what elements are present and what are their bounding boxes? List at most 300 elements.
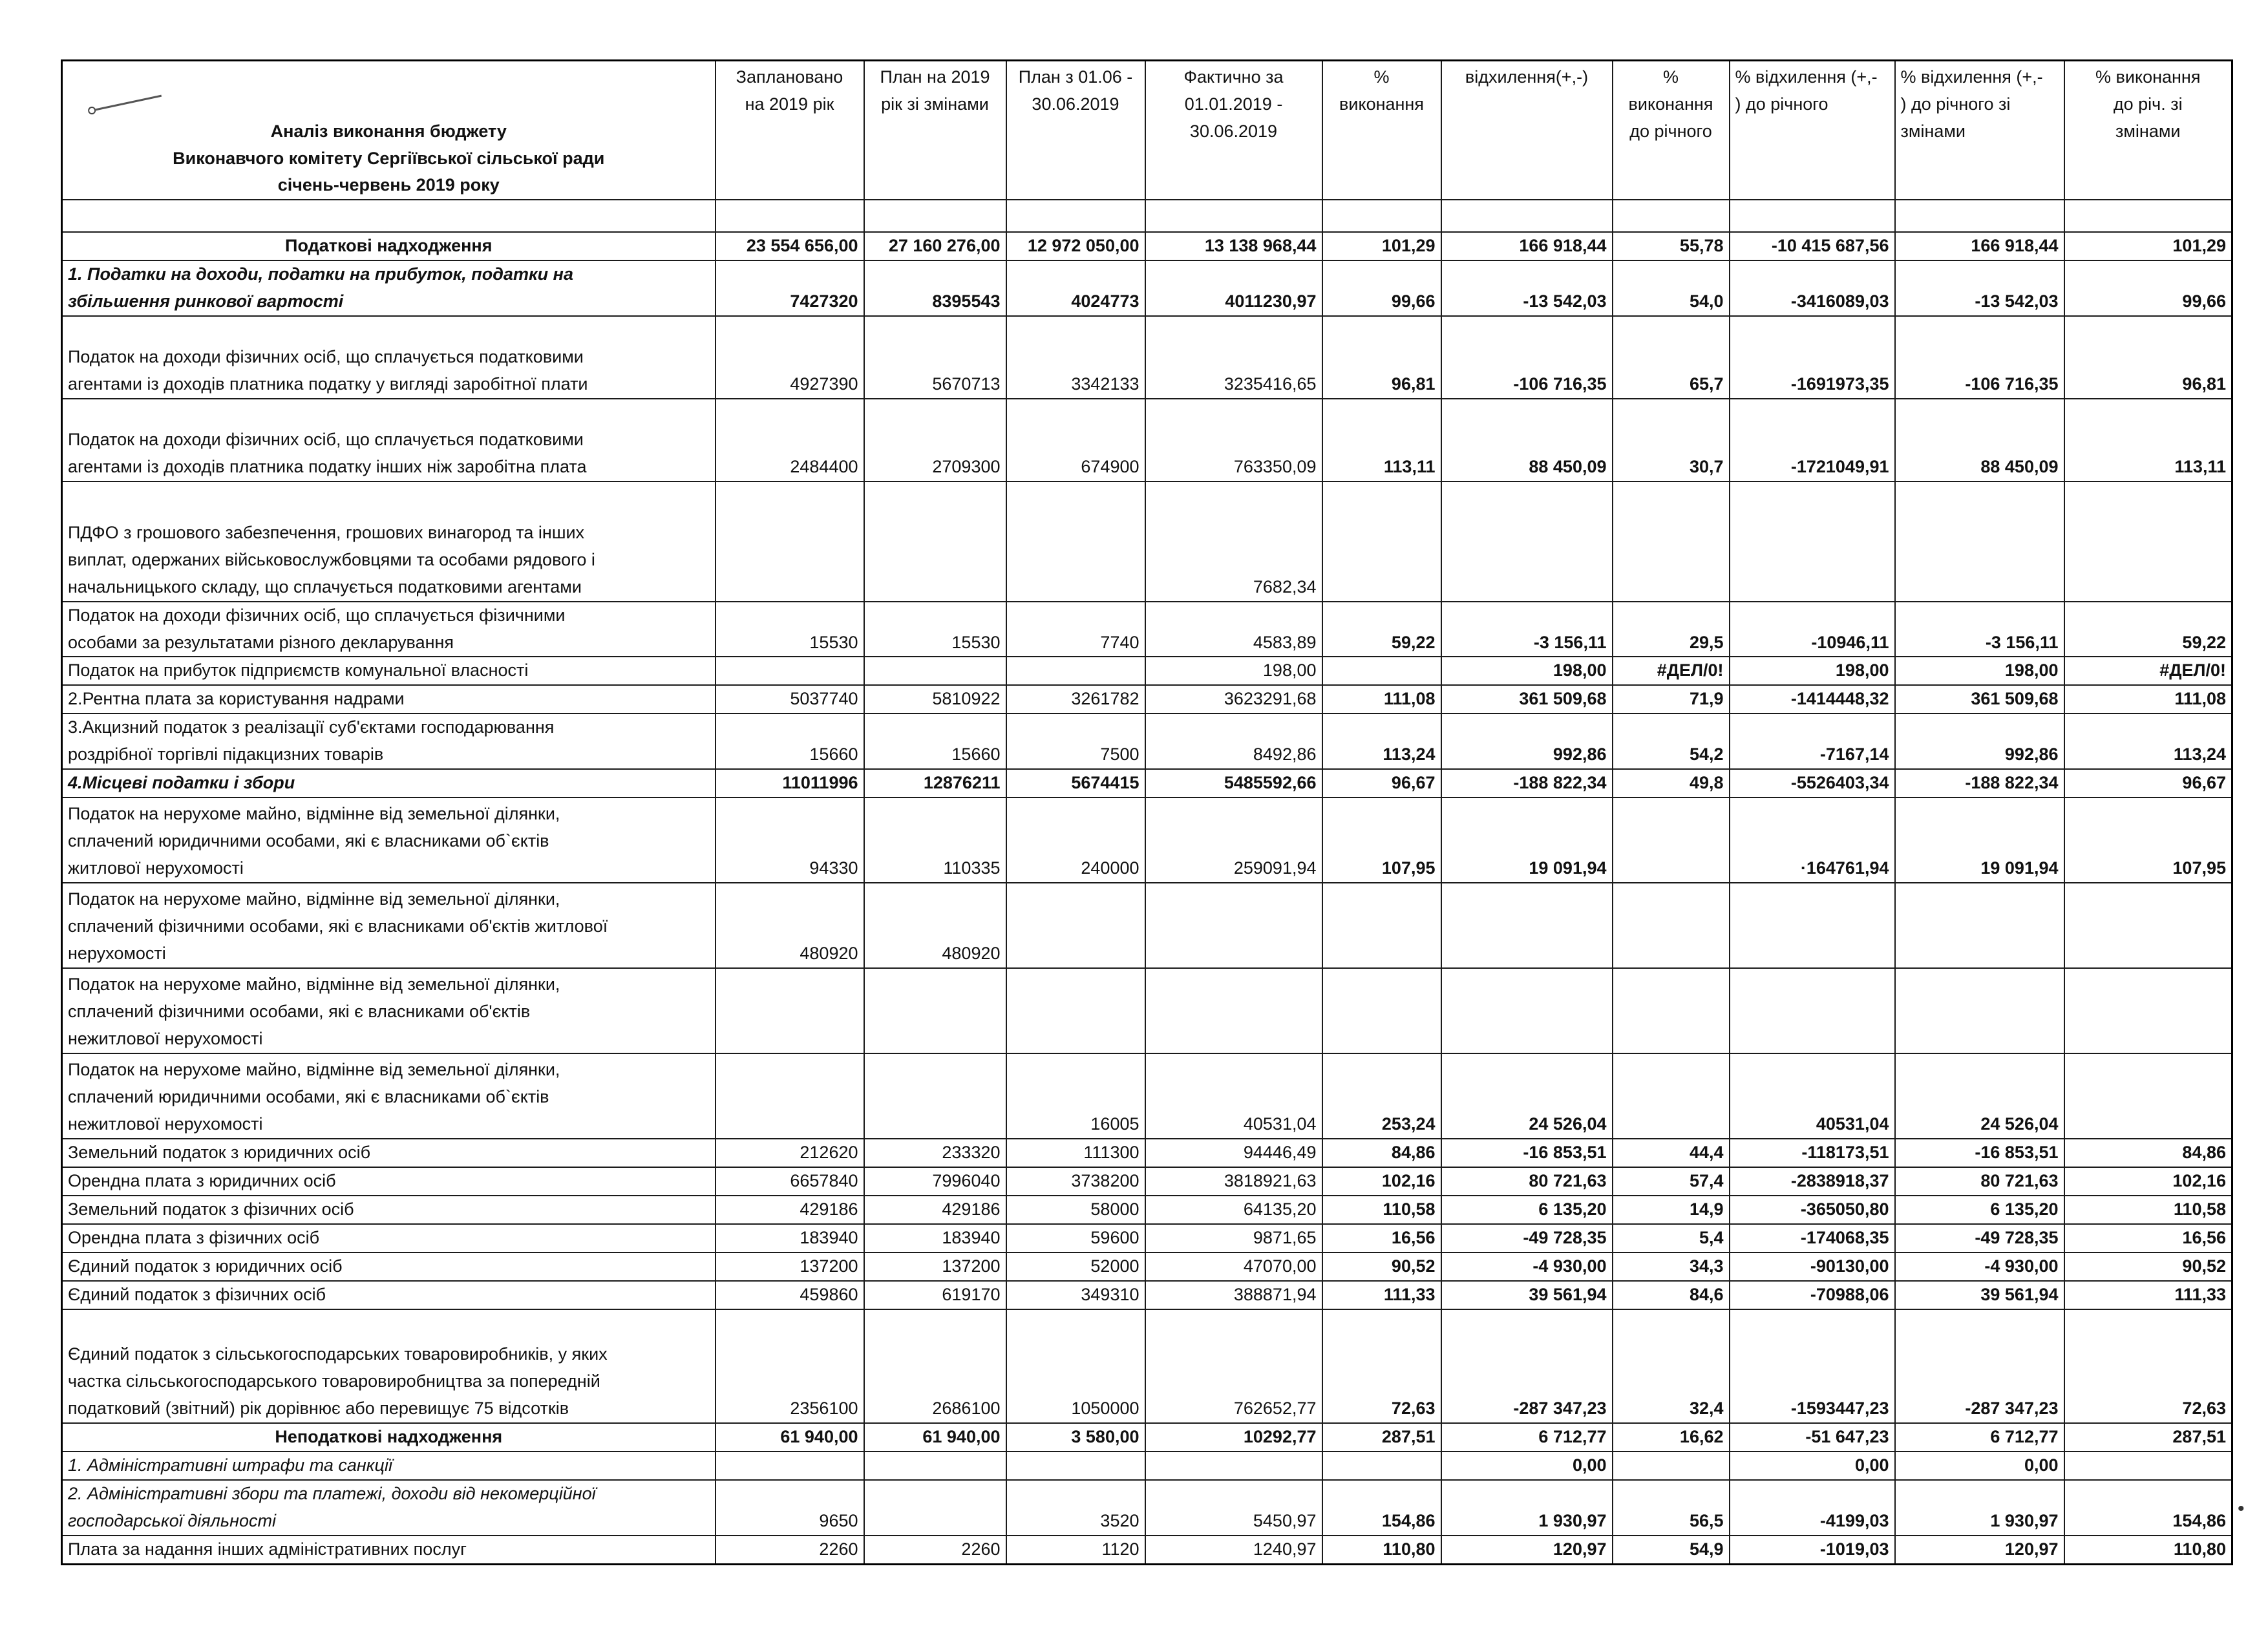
row-value: 11011996 — [715, 769, 864, 798]
scan-mark: • — [2238, 1498, 2245, 1519]
row-value: 183940 — [864, 1224, 1006, 1252]
row-label: Податок на доходи фізичних осіб, що сплачується фізичними особами за результатами різного декларування — [62, 602, 715, 657]
row-label: 1. Податки на доходи, податки на прибуток, податки на збільшення ринкової вартості — [62, 260, 715, 316]
row-value: 4024773 — [1006, 260, 1145, 316]
row-value — [2064, 1053, 2232, 1139]
row-value: 1240,97 — [1145, 1536, 1322, 1564]
row-value: 64135,20 — [1145, 1196, 1322, 1224]
table-row — [62, 1480, 2232, 1536]
row-value: 90,52 — [1322, 1252, 1441, 1281]
table-row — [62, 1423, 2232, 1452]
row-value: 113,11 — [1322, 399, 1441, 481]
row-value: 198,00 — [1441, 657, 1613, 685]
row-value: -1721049,91 — [1730, 399, 1895, 481]
row-value: 1050000 — [1006, 1309, 1145, 1423]
row-value: 6 135,20 — [1441, 1196, 1613, 1224]
row-value: 52000 — [1006, 1252, 1145, 1281]
row-value: 2686100 — [864, 1309, 1006, 1423]
row-value: 101,29 — [2064, 232, 2232, 260]
row-label: Єдиний податок з фізичних осіб — [62, 1281, 715, 1309]
row-value: 107,95 — [1322, 798, 1441, 883]
row-value: 15530 — [715, 602, 864, 657]
row-value: 5450,97 — [1145, 1480, 1322, 1536]
row-value: 55,78 — [1613, 232, 1730, 260]
row-value: 15660 — [864, 713, 1006, 769]
row-value: 1 930,97 — [1895, 1480, 2064, 1536]
table-body — [62, 232, 2232, 1564]
budget-table — [61, 59, 2233, 1565]
row-value: 762652,77 — [1145, 1309, 1322, 1423]
row-value — [715, 1452, 864, 1480]
row-label: Земельний податок з фізичних осіб — [62, 1196, 715, 1224]
row-value — [864, 1452, 1006, 1480]
row-value — [1145, 1452, 1322, 1480]
row-label: Податкові надходження — [62, 232, 715, 260]
row-value: 7682,34 — [1145, 481, 1322, 602]
table-row — [62, 1252, 2232, 1281]
row-value: 4927390 — [715, 316, 864, 399]
column-header: % виконання до річного — [1613, 61, 1730, 200]
table-row — [62, 316, 2232, 399]
row-value: 23 554 656,00 — [715, 232, 864, 260]
table-row — [62, 713, 2232, 769]
column-header: Заплановано на 2019 рік — [715, 61, 864, 200]
row-value: 7740 — [1006, 602, 1145, 657]
row-value: -13 542,03 — [1441, 260, 1613, 316]
table-row — [62, 1452, 2232, 1480]
row-value — [1322, 968, 1441, 1053]
row-value: -16 853,51 — [1895, 1139, 2064, 1167]
table-row — [62, 1167, 2232, 1196]
row-value: 166 918,44 — [1441, 232, 1613, 260]
row-value: ·164761,94 — [1730, 798, 1895, 883]
row-label: ПДФО з грошового забезпечення, грошових винагород та інших виплат, одержаних військовослужбовцями та особами рядового і начальницького складу, що сплачується податковими агентами — [62, 481, 715, 602]
row-value: 59,22 — [1322, 602, 1441, 657]
row-value — [1006, 657, 1145, 685]
row-value: 6657840 — [715, 1167, 864, 1196]
row-label: Єдиний податок з юридичних осіб — [62, 1252, 715, 1281]
row-value: #ДЕЛ/0! — [2064, 657, 2232, 685]
table-row — [62, 1053, 2232, 1139]
row-value: 34,3 — [1613, 1252, 1730, 1281]
row-value: 198,00 — [1895, 657, 2064, 685]
row-value: 3520 — [1006, 1480, 1145, 1536]
row-value: 110,58 — [2064, 1196, 2232, 1224]
row-value: 459860 — [715, 1281, 864, 1309]
row-value: 6 135,20 — [1895, 1196, 2064, 1224]
row-value: 90,52 — [2064, 1252, 2232, 1281]
row-value — [1613, 798, 1730, 883]
row-value: 198,00 — [1145, 657, 1322, 685]
row-value: 99,66 — [1322, 260, 1441, 316]
row-value — [1895, 481, 2064, 602]
row-label: Податок на прибуток підприємств комунальної власності — [62, 657, 715, 685]
row-value: 24 526,04 — [1441, 1053, 1613, 1139]
column-header: % відхилення (+,- ) до річного зі змінами — [1895, 61, 2064, 200]
row-value: 99,66 — [2064, 260, 2232, 316]
row-value: 763350,09 — [1145, 399, 1322, 481]
row-value: 84,6 — [1613, 1281, 1730, 1309]
row-value: -3416089,03 — [1730, 260, 1895, 316]
row-value: 113,24 — [1322, 713, 1441, 769]
row-value: 2709300 — [864, 399, 1006, 481]
row-value: -365050,80 — [1730, 1196, 1895, 1224]
budget-report-sheet — [61, 59, 2231, 1565]
row-label: 2. Адміністративні збори та платежі, доходи від некомерційної господарської діяльності — [62, 1480, 715, 1536]
row-value — [864, 1480, 1006, 1536]
column-header: План на 2019 рік зі змінами — [864, 61, 1006, 200]
row-value: 3818921,63 — [1145, 1167, 1322, 1196]
row-label: Плата за надання інших адміністративних послуг — [62, 1536, 715, 1564]
row-value: 259091,94 — [1145, 798, 1322, 883]
row-value — [1730, 968, 1895, 1053]
report-title-cell — [62, 61, 715, 200]
row-value: -13 542,03 — [1895, 260, 2064, 316]
row-value: -4199,03 — [1730, 1480, 1895, 1536]
row-value: 113,11 — [2064, 399, 2232, 481]
row-value: 3342133 — [1006, 316, 1145, 399]
row-value: 5485592,66 — [1145, 769, 1322, 798]
row-value: 15530 — [864, 602, 1006, 657]
row-value: 88 450,09 — [1441, 399, 1613, 481]
row-value: 101,29 — [1322, 232, 1441, 260]
row-value: 253,24 — [1322, 1053, 1441, 1139]
row-value — [864, 657, 1006, 685]
row-value — [1322, 481, 1441, 602]
row-value: 72,63 — [2064, 1309, 2232, 1423]
row-value: 10292,77 — [1145, 1423, 1322, 1452]
row-label: 1. Адміністративні штрафи та санкції — [62, 1452, 715, 1480]
row-value: 2260 — [864, 1536, 1006, 1564]
row-value — [1145, 968, 1322, 1053]
blank-row — [62, 200, 2232, 232]
row-value: 2356100 — [715, 1309, 864, 1423]
column-header: % виконання — [1322, 61, 1441, 200]
table-row — [62, 399, 2232, 481]
row-value: 183940 — [715, 1224, 864, 1252]
row-value: 3 580,00 — [1006, 1423, 1145, 1452]
row-value — [1730, 481, 1895, 602]
row-label: Неподаткові надходження — [62, 1423, 715, 1452]
row-value — [864, 481, 1006, 602]
row-label: Податок на доходи фізичних осіб, що сплачується податковими агентами із доходів платника податку у вигляді заробітної плати — [62, 316, 715, 399]
row-value: -1593447,23 — [1730, 1309, 1895, 1423]
row-value: 96,67 — [2064, 769, 2232, 798]
row-value — [1322, 657, 1441, 685]
table-row — [62, 1309, 2232, 1423]
row-value: 992,86 — [1895, 713, 2064, 769]
row-value: 154,86 — [2064, 1480, 2232, 1536]
column-header: % відхилення (+,- ) до річного — [1730, 61, 1895, 200]
row-value: 388871,94 — [1145, 1281, 1322, 1309]
row-value: 61 940,00 — [715, 1423, 864, 1452]
row-value: 349310 — [1006, 1281, 1145, 1309]
row-label: 2.Рентна плата за користування надрами — [62, 685, 715, 713]
row-value: 61 940,00 — [864, 1423, 1006, 1452]
row-value: -49 728,35 — [1441, 1224, 1613, 1252]
row-value — [2064, 481, 2232, 602]
row-value: 71,9 — [1613, 685, 1730, 713]
row-value: 2484400 — [715, 399, 864, 481]
row-value: 8395543 — [864, 260, 1006, 316]
row-value: -10 415 687,56 — [1730, 232, 1895, 260]
table-row — [62, 1139, 2232, 1167]
row-value: 84,86 — [2064, 1139, 2232, 1167]
row-value: -5526403,34 — [1730, 769, 1895, 798]
row-value: 480920 — [715, 883, 864, 968]
row-value: 94330 — [715, 798, 864, 883]
row-value: 54,0 — [1613, 260, 1730, 316]
row-value: 111,08 — [1322, 685, 1441, 713]
row-value: 110335 — [864, 798, 1006, 883]
row-value: -188 822,34 — [1895, 769, 2064, 798]
table-row — [62, 232, 2232, 260]
row-value — [1006, 883, 1145, 968]
row-value: 120,97 — [1895, 1536, 2064, 1564]
column-header: відхилення(+,-) — [1441, 61, 1613, 200]
table-row — [62, 883, 2232, 968]
row-value: 47070,00 — [1145, 1252, 1322, 1281]
row-value: 3261782 — [1006, 685, 1145, 713]
row-value: 39 561,94 — [1895, 1281, 2064, 1309]
row-value: 992,86 — [1441, 713, 1613, 769]
row-value: 40531,04 — [1145, 1053, 1322, 1139]
column-header: % виконання до річ. зі змінами — [2064, 61, 2232, 200]
row-value: -51 647,23 — [1730, 1423, 1895, 1452]
row-value — [1006, 968, 1145, 1053]
row-value: 212620 — [715, 1139, 864, 1167]
table-row — [62, 602, 2232, 657]
row-value: 0,00 — [1730, 1452, 1895, 1480]
row-value: 96,81 — [1322, 316, 1441, 399]
row-value — [1895, 968, 2064, 1053]
row-value: 54,2 — [1613, 713, 1730, 769]
row-value: 14,9 — [1613, 1196, 1730, 1224]
row-value: 137200 — [715, 1252, 864, 1281]
row-value: 27 160 276,00 — [864, 232, 1006, 260]
row-value: 24 526,04 — [1895, 1053, 2064, 1139]
row-value: 80 721,63 — [1895, 1167, 2064, 1196]
row-value: -16 853,51 — [1441, 1139, 1613, 1167]
row-value: 13 138 968,44 — [1145, 232, 1322, 260]
row-value: -287 347,23 — [1441, 1309, 1613, 1423]
row-value: -10946,11 — [1730, 602, 1895, 657]
row-value — [864, 1053, 1006, 1139]
row-value: 96,67 — [1322, 769, 1441, 798]
row-value: 29,5 — [1613, 602, 1730, 657]
row-value: 361 509,68 — [1441, 685, 1613, 713]
row-label: Податок на нерухоме майно, відмінне від земельної ділянки, сплачений фізичними особами, які є власниками об'єктів нежитлової нерухомості — [62, 968, 715, 1053]
row-value: -49 728,35 — [1895, 1224, 2064, 1252]
row-value — [715, 657, 864, 685]
row-value: 59600 — [1006, 1224, 1145, 1252]
row-value: 54,9 — [1613, 1536, 1730, 1564]
row-label: 4.Місцеві податки і збори — [62, 769, 715, 798]
row-value: -1691973,35 — [1730, 316, 1895, 399]
row-value — [1145, 883, 1322, 968]
row-label: Податок на нерухоме майно, відмінне від земельної ділянки, сплачений фізичними особами, які є власниками об'єктів житлової нерухомості — [62, 883, 715, 968]
row-value: -174068,35 — [1730, 1224, 1895, 1252]
table-row — [62, 1224, 2232, 1252]
row-value: 16005 — [1006, 1053, 1145, 1139]
row-value: 5,4 — [1613, 1224, 1730, 1252]
table-row — [62, 260, 2232, 316]
row-value: 429186 — [715, 1196, 864, 1224]
row-value: 480920 — [864, 883, 1006, 968]
row-value: 15660 — [715, 713, 864, 769]
row-value: 111,08 — [2064, 685, 2232, 713]
row-label: 3.Акцизний податок з реалізації суб'єктами господарювання роздрібної торгівлі підакцизних товарів — [62, 713, 715, 769]
row-value: 9871,65 — [1145, 1224, 1322, 1252]
row-value: 4011230,97 — [1145, 260, 1322, 316]
table-row — [62, 769, 2232, 798]
row-value: 7427320 — [715, 260, 864, 316]
row-value: #ДЕЛ/0! — [1613, 657, 1730, 685]
row-value — [1441, 883, 1613, 968]
row-value: -2838918,37 — [1730, 1167, 1895, 1196]
row-label: Податок на нерухоме майно, відмінне від земельної ділянки, сплачений юридичними особами, які є власниками об`єктів нежитлової нерухомості — [62, 1053, 715, 1139]
row-value: 16,56 — [1322, 1224, 1441, 1252]
row-value: 111300 — [1006, 1139, 1145, 1167]
row-value: -1019,03 — [1730, 1536, 1895, 1564]
row-value — [715, 968, 864, 1053]
row-value: 120,97 — [1441, 1536, 1613, 1564]
row-value: 0,00 — [1895, 1452, 2064, 1480]
row-value: 30,7 — [1613, 399, 1730, 481]
row-value: 3738200 — [1006, 1167, 1145, 1196]
table-row — [62, 685, 2232, 713]
row-value: 59,22 — [2064, 602, 2232, 657]
row-value: 5810922 — [864, 685, 1006, 713]
row-label: Податок на нерухоме майно, відмінне від земельної ділянки, сплачений юридичними особами, які є власниками об`єктів житлової нерухомості — [62, 798, 715, 883]
table-row — [62, 798, 2232, 883]
row-value: -106 716,35 — [1441, 316, 1613, 399]
row-value: -188 822,34 — [1441, 769, 1613, 798]
column-header: Фактично за 01.01.2019 - 30.06.2019 — [1145, 61, 1322, 200]
row-value: 198,00 — [1730, 657, 1895, 685]
row-value: -287 347,23 — [1895, 1309, 2064, 1423]
row-value — [2064, 1452, 2232, 1480]
row-value: -1414448,32 — [1730, 685, 1895, 713]
table-row — [62, 1196, 2232, 1224]
row-value: -70988,06 — [1730, 1281, 1895, 1309]
row-value — [1441, 481, 1613, 602]
report-title: Аналіз виконання бюджету Виконавчого комітету Сергіївської сільської ради січень-червень 2019 року — [173, 121, 605, 195]
row-value: 361 509,68 — [1895, 685, 2064, 713]
row-value: 107,95 — [2064, 798, 2232, 883]
table-row — [62, 657, 2232, 685]
row-value: 102,16 — [1322, 1167, 1441, 1196]
row-value: 16,62 — [1613, 1423, 1730, 1452]
row-label: Єдиний податок з сільськогосподарських товаровиробників, у яких частка сільськогосподарського товаровиробництва за попередній податковий (звітний) рік дорівнює або перевищує 75 відсотків — [62, 1309, 715, 1423]
row-value: 240000 — [1006, 798, 1145, 883]
row-label: Орендна плата з фізичних осіб — [62, 1224, 715, 1252]
row-value: -3 156,11 — [1441, 602, 1613, 657]
row-value: 56,5 — [1613, 1480, 1730, 1536]
row-label: Орендна плата з юридичних осіб — [62, 1167, 715, 1196]
row-value: 113,24 — [2064, 713, 2232, 769]
row-value: 619170 — [864, 1281, 1006, 1309]
row-value — [1322, 1452, 1441, 1480]
row-value: 5670713 — [864, 316, 1006, 399]
row-value: 44,4 — [1613, 1139, 1730, 1167]
row-value — [1006, 1452, 1145, 1480]
row-value: 287,51 — [2064, 1423, 2232, 1452]
row-value: 3235416,65 — [1145, 316, 1322, 399]
row-value: 5674415 — [1006, 769, 1145, 798]
row-value: 7996040 — [864, 1167, 1006, 1196]
row-value: 58000 — [1006, 1196, 1145, 1224]
row-value — [1895, 883, 2064, 968]
row-value: -4 930,00 — [1895, 1252, 2064, 1281]
row-value: 6 712,77 — [1895, 1423, 2064, 1452]
row-value: 111,33 — [2064, 1281, 2232, 1309]
paper-clip-mark — [87, 91, 164, 116]
row-value: -90130,00 — [1730, 1252, 1895, 1281]
row-value: 429186 — [864, 1196, 1006, 1224]
row-value — [1613, 968, 1730, 1053]
row-value: 287,51 — [1322, 1423, 1441, 1452]
column-header: План з 01.06 - 30.06.2019 — [1006, 61, 1145, 200]
row-value: 154,86 — [1322, 1480, 1441, 1536]
row-value — [1441, 968, 1613, 1053]
row-value: 94446,49 — [1145, 1139, 1322, 1167]
row-value: 2260 — [715, 1536, 864, 1564]
row-value: 19 091,94 — [1895, 798, 2064, 883]
row-value: 110,80 — [1322, 1536, 1441, 1564]
row-value — [1322, 883, 1441, 968]
row-value — [1613, 883, 1730, 968]
row-value: -7167,14 — [1730, 713, 1895, 769]
row-value: 96,81 — [2064, 316, 2232, 399]
row-value: 4583,89 — [1145, 602, 1322, 657]
row-value: 9650 — [715, 1480, 864, 1536]
row-label: Податок на доходи фізичних осіб, що сплачується податковими агентами із доходів платника податку інших ніж заробітна плата — [62, 399, 715, 481]
row-value: 3623291,68 — [1145, 685, 1322, 713]
row-value: 65,7 — [1613, 316, 1730, 399]
row-value: 8492,86 — [1145, 713, 1322, 769]
row-value: -118173,51 — [1730, 1139, 1895, 1167]
row-value: 12876211 — [864, 769, 1006, 798]
row-value — [2064, 968, 2232, 1053]
row-value: 1120 — [1006, 1536, 1145, 1564]
row-value: 32,4 — [1613, 1309, 1730, 1423]
row-value: 49,8 — [1613, 769, 1730, 798]
row-value: 102,16 — [2064, 1167, 2232, 1196]
row-value: 5037740 — [715, 685, 864, 713]
row-value: 110,58 — [1322, 1196, 1441, 1224]
table-row — [62, 1281, 2232, 1309]
row-value: 111,33 — [1322, 1281, 1441, 1309]
row-value — [1613, 481, 1730, 602]
row-value: 72,63 — [1322, 1309, 1441, 1423]
table-header-row — [62, 61, 2232, 200]
row-value: 1 930,97 — [1441, 1480, 1613, 1536]
row-value: 674900 — [1006, 399, 1145, 481]
row-value: 40531,04 — [1730, 1053, 1895, 1139]
row-value: 137200 — [864, 1252, 1006, 1281]
table-row — [62, 481, 2232, 602]
row-value: 39 561,94 — [1441, 1281, 1613, 1309]
row-value: 88 450,09 — [1895, 399, 2064, 481]
row-value: 110,80 — [2064, 1536, 2232, 1564]
row-value: 166 918,44 — [1895, 232, 2064, 260]
row-value: 80 721,63 — [1441, 1167, 1613, 1196]
row-value: -3 156,11 — [1895, 602, 2064, 657]
row-value — [1613, 1053, 1730, 1139]
row-value: -106 716,35 — [1895, 316, 2064, 399]
row-value: 57,4 — [1613, 1167, 1730, 1196]
